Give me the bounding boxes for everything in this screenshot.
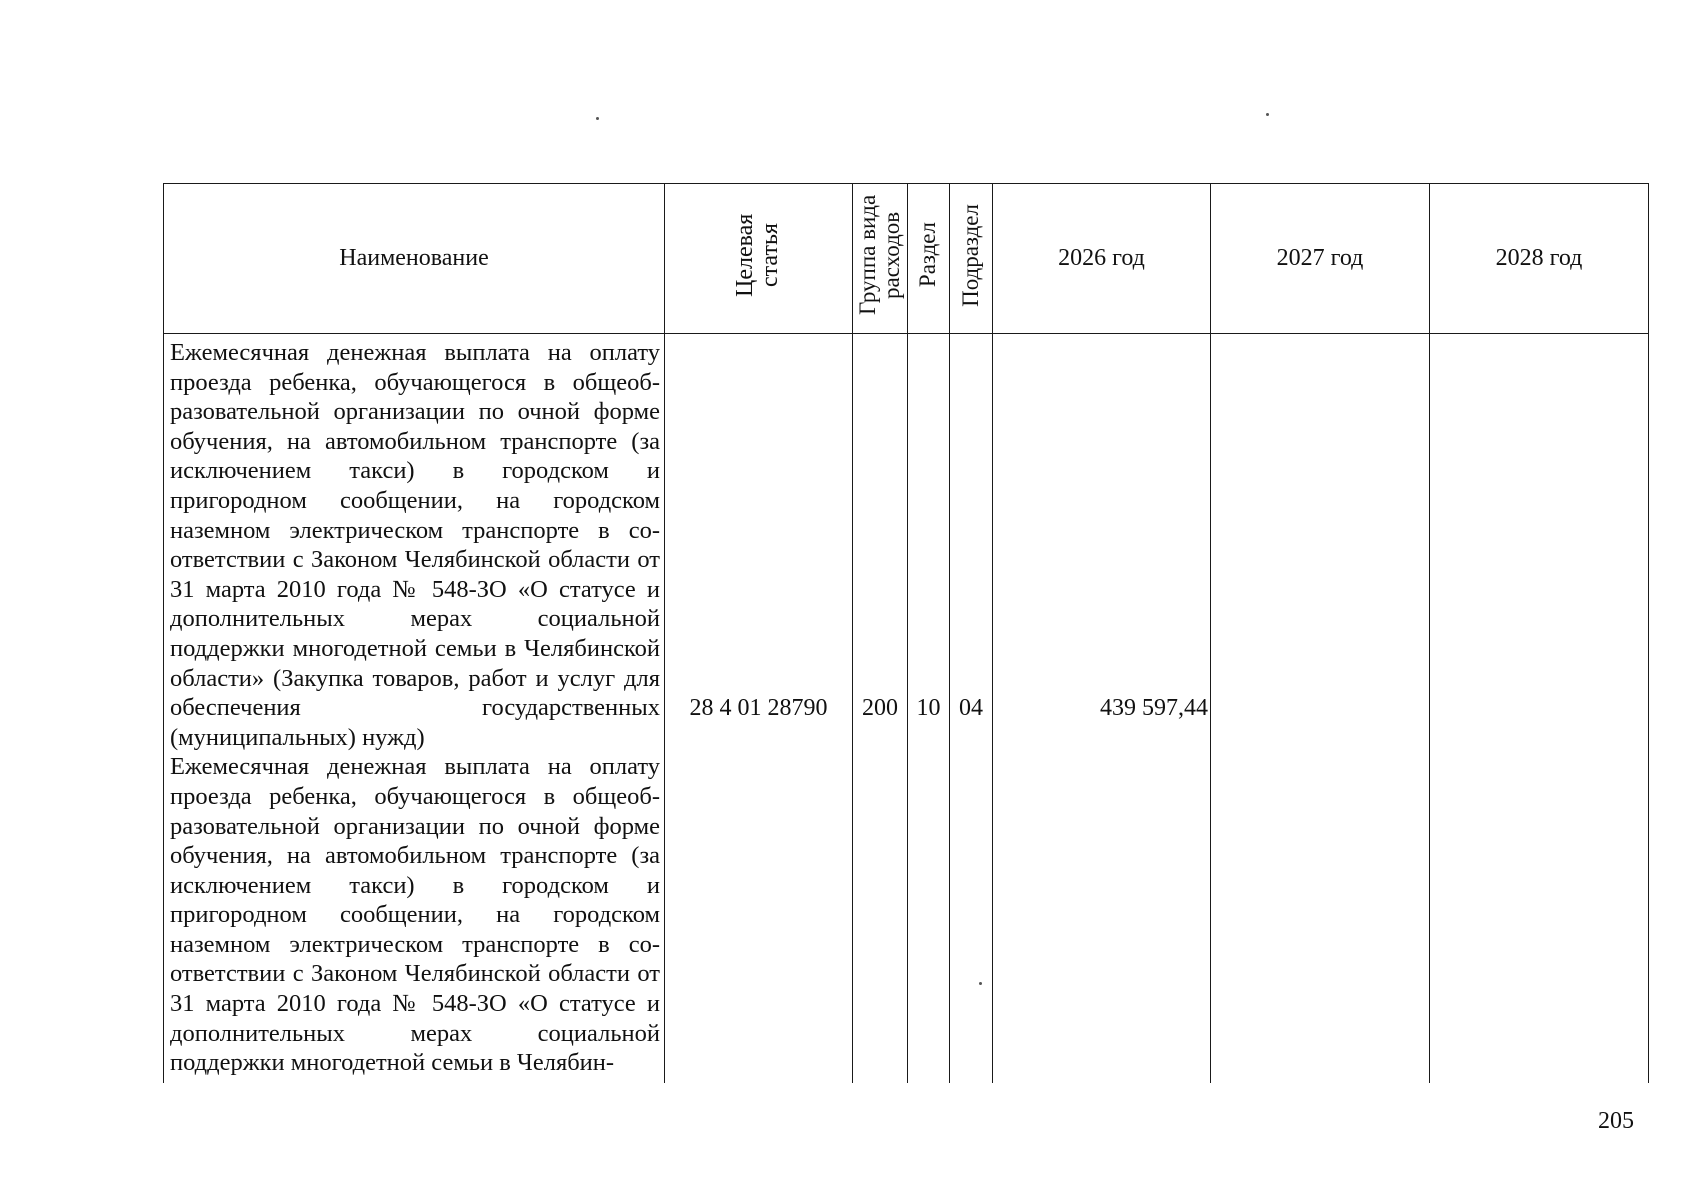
row-expense-group: 200 — [853, 334, 908, 1084]
row-subsection: 04 — [950, 334, 993, 1084]
budget-table — [163, 183, 1649, 1083]
page-number: 205 — [1598, 1108, 1634, 1134]
scan-speck — [596, 117, 599, 120]
header-subsection-text: Подраздел — [957, 203, 983, 307]
header-year-2027: 2027 год — [1211, 184, 1430, 334]
row-section: 10 — [908, 334, 950, 1084]
header-year-2028: 2028 год — [1430, 184, 1649, 334]
header-name: Наименование — [164, 184, 665, 334]
table-header-row — [164, 184, 1649, 334]
header-target-article-text: Целевая статья — [732, 213, 784, 297]
row-target-article: 28 4 01 28790 — [665, 334, 853, 1084]
scan-speck — [1266, 113, 1269, 116]
row-name-text-2: Ежемесячная денежная выплата на оплату проезда ребенка, обучающегося в общеобразовательной организации по очной форме обучения, на автомобильном транспорте (за исключением такси) в городском и пригородном сообщении, на городском наземном электрическом транспорте в соответствии с Законом Челябинской области от 31 марта 2010 года № 548-ЗО «О статусе и дополнительных мерах социальной поддержки многодетной семьи в Челябин- — [170, 753, 660, 1077]
header-expense-group-text: Группа вида расходов — [854, 194, 904, 316]
row-name-cell — [164, 334, 665, 1084]
header-section — [908, 184, 950, 334]
header-subsection — [950, 184, 993, 334]
table-row — [164, 334, 1649, 1084]
row-name-text-1: Ежемесячная денежная выплата на оплату проезда ребенка, обучающегося в общеобразовательной организации по очной форме обучения, на автомобильном транспорте (за исключением такси) в городском и пригородном сообщении, на городском наземном электрическом транспорте в соответствии с Законом Челябинской области от 31 марта 2010 года № 548-ЗО «О статусе и дополнительных мерах социальной поддержки многодетной семьи в Челябинской области» (Закупка товаров, работ и услуг для обеспечения государственных (муниципальных) нужд) — [170, 339, 660, 751]
header-section-text: Раздел — [915, 222, 941, 288]
row-year-2027 — [1211, 334, 1430, 1084]
row-year-2028 — [1430, 334, 1649, 1084]
header-expense-group — [853, 184, 908, 334]
scan-speck — [979, 982, 982, 985]
row-year-2026: 439 597,44 — [993, 334, 1211, 1084]
header-target-article — [665, 184, 853, 334]
header-year-2026: 2026 год — [993, 184, 1211, 334]
